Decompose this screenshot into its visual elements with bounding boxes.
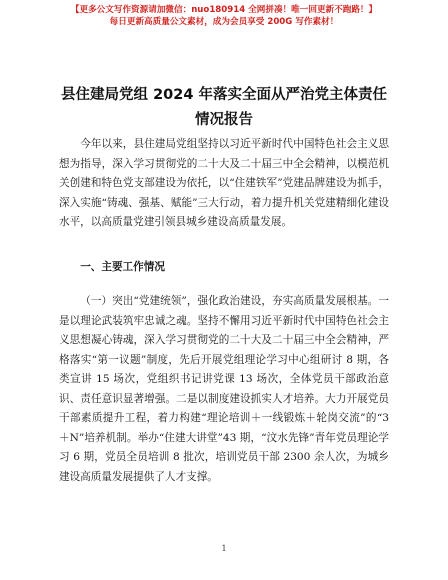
page-number: 1 <box>221 544 227 553</box>
section-heading: 一、主要工作情况 <box>80 261 165 273</box>
promo-banner <box>0 4 448 28</box>
promo-banner-line-2: 每日更新高质量公文素材，成为会员享受 200G 写作素材！ <box>109 17 339 27</box>
intro-paragraph: 今年以来，县住建局党组坚持以习近平新时代中国特色社会主义思想为指导，深入学习贯彻党的二十大及二十届三中全会精神，以模范机关创建和特色党支部建设为依托，以“住建铁军”党建品牌建设为抓手，深入实施“铸魂、强基、赋能”三大行动，着力提升机关党建精细化建设水平，以高质量党建引领县城乡建设高质量发展。 <box>59 138 389 228</box>
section-paragraph: （一）突出“党建统领”，强化政治建设，夯实高质量发展根基。一是以理论武装筑牢忠诚之魂。坚持不懈用习近平新时代中国特色社会主义思想凝心铸魂，深入学习贯彻党的二十大及二十届三中全会精神，严格落实“第一议题”制度，先后开展党组理论学习中心组研讨 8 期，各类宣讲 15 场次，党组织书记讲党课 13 场次，全体党员干部政治意识、责任意识显著增强。二是以制度建设抓实人才培养。大力开展党员干部素质提升工程，着力构建“理论培训＋一线锻炼＋轮岗交流”的“3＋N”培养机制。举办“住建大讲堂”43 期，“汶水先锋”青年党员理论学习 6 期，党员全员培训 8 批次，培训党员干部 2300 余人次，为城乡建设高质量发展提供了人才支撑。 <box>59 295 389 483</box>
document-title: 县住建局党组 2024 年落实全面从严治党主体责任情况报告 <box>61 87 387 128</box>
promo-banner-line-1: 【更多公文写作资源请加微信：nuo180914 全网拼凑！唯一回更新不跑路！】 <box>70 5 378 15</box>
